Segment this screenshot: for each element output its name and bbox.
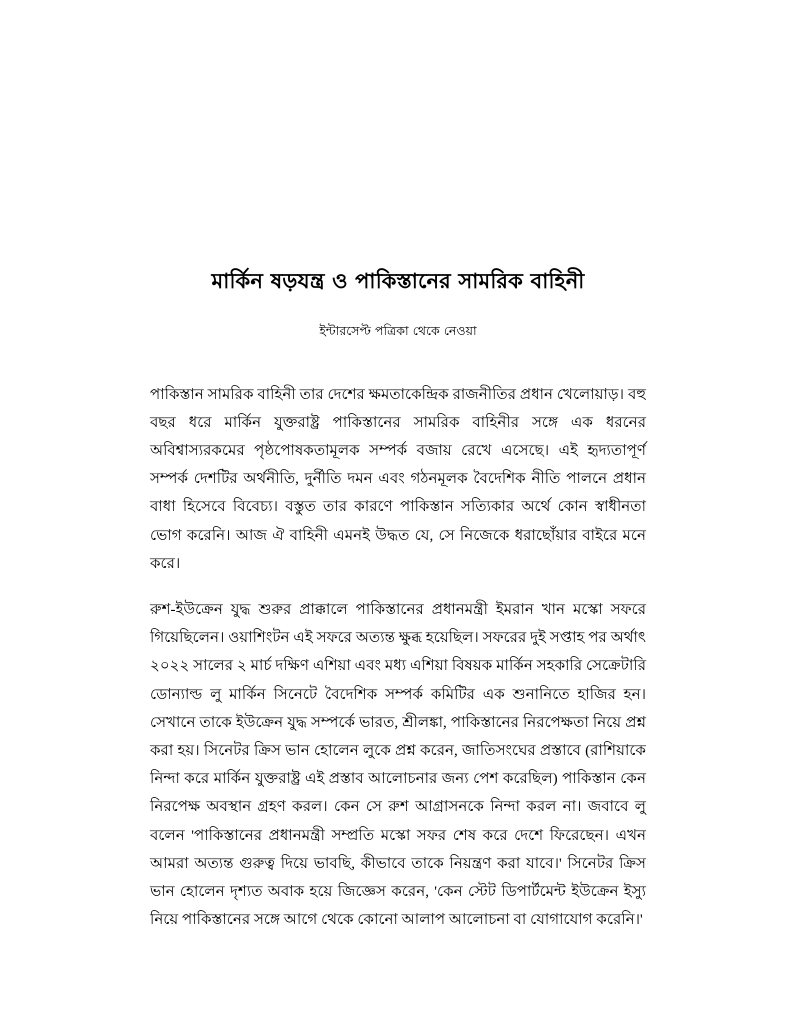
body-paragraph: পাকিস্তান সামরিক বাহিনী তার দেশের ক্ষমতাকেন্দ্রিক রাজনীতির প্রধান খেলোয়াড়। বহু বছর ধরে মার্কিন যুক্তরাষ্ট্র পাকিস্তানের সামরিক বাহিনীর সঙ্গে এক ধরনের অবিশ্বাস্যরকমের পৃষ্ঠপোষকতামূলক সম্পর্ক বজায় রেখে এসেছে। এই হৃদ্যতাপূর্ণ সম্পর্ক দেশটির অর্থনীতি, দুর্নীতি দমন এবং গঠনমূলক বৈদেশিক নীতি পালনে প্রধান বাধা হিসেবে বিবেচ্য। বস্তুত তার কারণে পাকিস্তান সত্যিকার অর্থে কোন স্বাধীনতা ভোগ করেনি। আজ ঐ বাহিনী এমনই উদ্ধত যে, সে নিজেকে ধরাছোঁয়ার বাইরে মনে করে। [150,386,646,572]
page-title: মার্কিন ষড়যন্ত্র ও পাকিস্তানের সামরিক বাহিনী [211,269,585,293]
document-content-column [150,0,646,934]
body-paragraph: রুশ-ইউক্রেন যুদ্ধ শুরুর প্রাক্কালে পাকিস্তানের প্রধানমন্ত্রী ইমরান খান মস্কো সফরে গিয়েছিলেন। ওয়াশিংটন এই সফরে অত্যন্ত ক্ষুব্ধ হয়েছিল। সফরের দুই সপ্তাহ পর অর্থাৎ ২০২২ সালের ২ মার্চ দক্ষিণ এশিয়া এবং মধ্য এশিয়া বিষয়ক মার্কিন সহকারি সেক্রেটারি ডোন্যাল্ড লু মার্কিন সিনেটে বৈদেশিক সম্পর্ক কমিটির এক শুনানিতে হাজির হন। সেখানে তাকে ইউক্রেন যুদ্ধ সম্পর্কে ভারত, শ্রীলঙ্কা, পাকিস্তানের নিরপেক্ষতা নিয়ে প্রশ্ন করা হয়। সিনেটর ক্রিস ভান হোলেন লুকে প্রশ্ন করেন, জাতিসংঘের প্রস্তাবে (রাশিয়াকে নিন্দা করে মার্কিন যুক্তরাষ্ট্র এই প্রস্তাব আলোচনার জন্য পেশ করেছিল) পাকিস্তান কেন নিরপেক্ষ অবস্থান গ্রহণ করল। কেন সে রুশ আগ্রাসনকে নিন্দা করল না। জবাবে লু বলেন 'পাকিস্তানের প্রধানমন্ত্রী সম্প্রতি মস্কো সফর শেষ করে দেশে ফিরেছেন। এখন আমরা অত্যন্ত গুরুত্ব দিয়ে ভাবছি, কীভাবে তাকে নিয়ন্ত্রণ করা যাবে।' সিনেটর ক্রিস ভান হোলেন দৃশ্যত অবাক হয়ে জিজ্ঞেস করেন, 'কেন স্টেট ডিপার্টমেন্ট ইউক্রেন ইস্যু নিয়ে পাকিস্তানের সঙ্গে আগে থেকে কোনো আলাপ আলোচনা বা যোগাযোগ করেনি।' [150,601,646,929]
document-body [150,340,646,935]
document-source-line: ইন্টারসেপ্ট পত্রিকা থেকে নেওয়া [319,324,477,339]
